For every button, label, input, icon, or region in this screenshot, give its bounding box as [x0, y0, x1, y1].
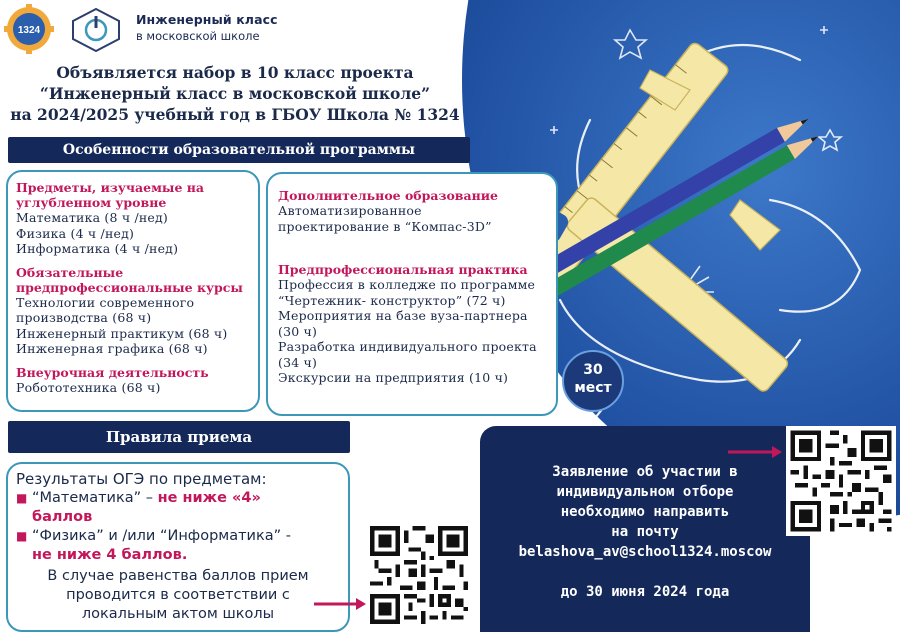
rule-physics-it — [16, 527, 340, 565]
rules-intro: Результаты ОГЭ по предметам: — [16, 470, 267, 488]
brand-text — [136, 12, 278, 43]
practice-title: Предпрофессиональная практика — [278, 262, 528, 277]
seats-word: мест — [574, 380, 612, 396]
practice-item: (34 ч) — [278, 354, 318, 370]
arrow-right-icon — [726, 444, 784, 460]
practice-item: “Чертежник- конструктор” (72 ч) — [278, 292, 506, 308]
core-subjects-box — [6, 170, 260, 412]
headline — [10, 62, 460, 125]
note-line-2: проводится в соответствии с — [66, 587, 290, 603]
gear-logo-icon — [4, 4, 54, 54]
practice-item: Мероприятия на базе вуза-партнера — [278, 308, 528, 323]
additional-education-item: проектирование в “Компас-3D” — [278, 218, 492, 234]
practice-item: Разработка индивидуального проекта — [278, 339, 537, 354]
application-line-1: Заявление об участии в — [552, 464, 738, 480]
course-item: Инженерная графика (68 ч) — [16, 341, 208, 356]
practice-item: Профессия в колледже по программе — [278, 277, 536, 292]
brand-line-2: в московской школе — [136, 29, 260, 43]
qr-code-icon[interactable] — [366, 522, 472, 628]
admission-rules-bar: Правила приема — [8, 421, 350, 453]
application-line-2: индивидуальном отборе — [556, 484, 734, 500]
application-line-4: на почту — [611, 524, 679, 540]
practice-item: Экскурсии на предприятия (10 ч) — [278, 370, 509, 385]
course-item: Инженерный практикум (68 ч) — [16, 325, 228, 341]
extra-education-box — [266, 172, 558, 416]
note-line-3: локальным актом школы — [81, 606, 275, 622]
application-email[interactable]: belashova_av@school1324.moscow — [518, 544, 772, 560]
tie-break-note — [16, 567, 340, 624]
advanced-subjects-title-1: Предметы, изучаемые на — [16, 180, 205, 195]
mandatory-courses-title-2: предпрофессиональные курсы — [16, 279, 243, 295]
course-item: Технологии современного — [16, 294, 195, 310]
rule-physics-threshold: не ниже 4 баллов. — [32, 547, 188, 563]
bullet-icon: ■ — [16, 529, 28, 543]
admission-rules-box — [6, 462, 350, 632]
course-item: производства (68 ч) — [16, 310, 152, 325]
rule-math-unit: баллов — [32, 509, 93, 525]
practice-item: (30 ч) — [278, 323, 318, 339]
additional-education-item: Автоматизированное — [278, 203, 422, 218]
program-features-bar: Особенности образовательной программы — [8, 137, 470, 163]
brand-line-1: Инженерный класс — [136, 12, 278, 27]
subject-item: Информатика (4 ч /нед) — [16, 241, 179, 256]
headline-line-3: на 2024/2025 учебный год в ГБОУ Школа № 1324 — [10, 105, 460, 124]
seats-number: 30 — [583, 362, 603, 378]
qr-code-icon[interactable] — [786, 426, 896, 536]
additional-education-title: Дополнительное образование — [278, 188, 498, 203]
advanced-subjects-title-2: углубленном уровне — [16, 195, 167, 210]
application-line-3: необходимо направить — [560, 504, 730, 520]
bullet-icon: ■ — [16, 491, 28, 505]
headline-line-2: “Инженерный класс в московской школе” — [39, 84, 431, 103]
application-deadline: до 30 июня 2024 года — [560, 584, 730, 600]
gear-logo-text: 1324 — [17, 25, 41, 36]
seats-badge — [562, 350, 624, 412]
power-gear-logo-icon — [66, 6, 126, 52]
rule-math — [16, 489, 340, 527]
arrow-right-icon — [312, 596, 368, 612]
note-line-1: В случае равенства баллов прием — [47, 568, 309, 584]
mandatory-courses-title-1: Обязательные — [16, 264, 124, 280]
extracurricular-title: Внеурочная деятельность — [16, 364, 209, 380]
subject-item: Физика (4 ч /нед) — [16, 225, 135, 241]
rule-physics-subject: “Физика” и /или “Информатика” - — [32, 528, 291, 544]
subject-item: Математика (8 ч /нед) — [16, 210, 168, 225]
rule-math-subject: “Математика” – — [32, 490, 158, 506]
extracurricular-item: Робототехника (68 ч) — [16, 379, 161, 395]
headline-line-1: Объявляется набор в 10 класс проекта — [56, 63, 414, 82]
rule-math-threshold: не ниже «4» — [157, 490, 261, 506]
